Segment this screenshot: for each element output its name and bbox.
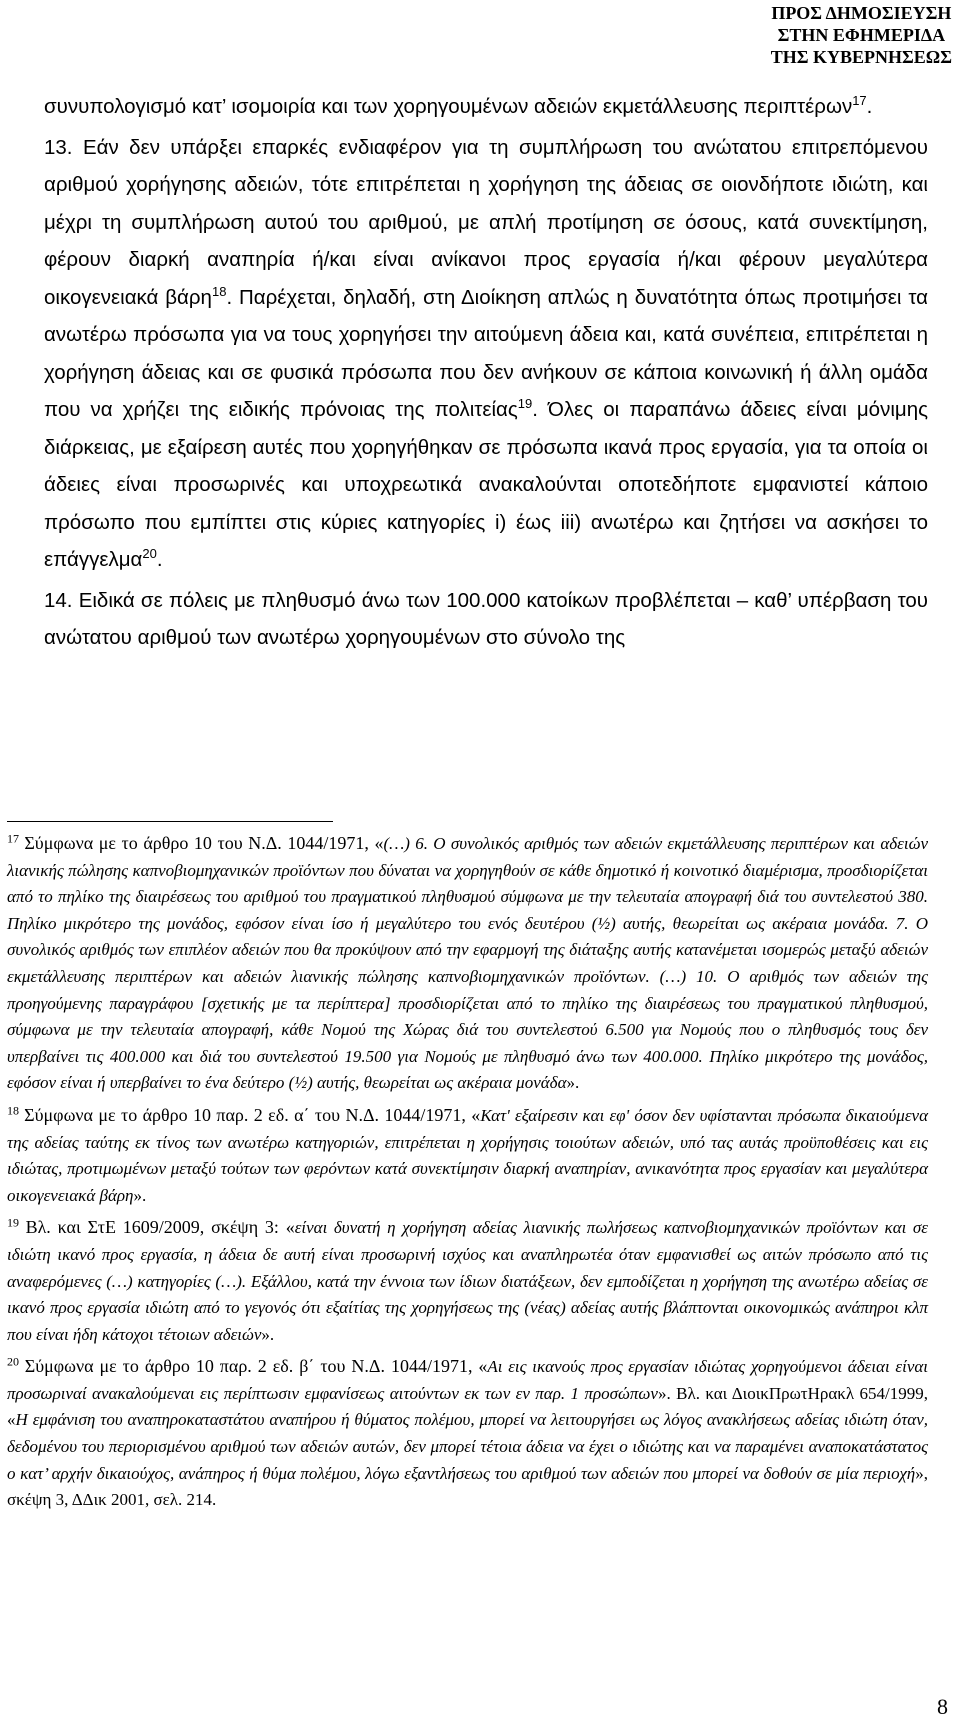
paragraph-14: 14. Ειδικά σε πόλεις με πληθυσμό άνω των 100.000 κατοίκων προβλέπεται – καθ’ υπέρβαση του ανώτατου αριθμού των ανωτέρω χορηγουμένων στο σύνολο της <box>44 588 928 649</box>
footnote-20: $^{20}$ Σύμφωνα με το άρθρο 10 παρ. 2 εδ. β΄ του Ν.Δ. 1044/1971, «Αι εις ικανούς προς εργασίαν ιδιώτας χορηγούμενοι άδειαι είναι προσωριναί ανακαλούμεναι εις περίπτωσιν εμφανίσεως αιτούντων εκ των εν παρ. 1 προσώπων». Βλ. και ΔιοικΠρωτΗρακλ 654/1999, «Η εμφάνιση του αναπηροκαταστάτου αναπήρου ή θύματος πολέμου, μπορεί να λειτουργήσει ως λόγος ανακλήσεως αδείας ιδιώτη όταν, δεδομένου του περιορισμένου αριθμού των αδειών αυτών, δεν μπορεί τέτοια άδεια να έχει ο ιδιώτης και να παραμένει αναποκατάστατος ο κατ’ αρχήν δικαιούχος, ανάπηρος ή θύμα πολέμου, λόγω εξαντλήσεως του αριθμού των αδειών που μπορεί να δοθούν σε μία περιοχή», σκέψη 3, ΔΔικ 2001, σελ. 214. <box>7 1354 929 1510</box>
footnote-18: $^{18}$ Σύμφωνα με το άρθρο 10 παρ. 2 εδ. α΄ του Ν.Δ. 1044/1971, «Κατ' εξαίρεσιν και εφ' όσον δεν υφίστανται πρόσωπα δικαιούμενα της αδείας ταύτης εκ τίνος των ανωτέρω κατηγοριών, επιτρέπεται η χορήγησις τοιούτων αδειών, υπό τας αυτάς προϋποθέσεις και εις ιδιώτας, προτιμωμένων μεταξύ τούτων των φερόντων κατά συνεκτίμησιν διαρκή αναπηρίαν, ανικανότητα προς εργασίαν και μεγαλύτερα οικογενειακά βάρη». <box>7 1103 928 1205</box>
page-number: 8 <box>937 1694 948 1719</box>
stamp-line-2: ΣΤΗΝ ΕΦΗΜΕΡΙΔΑ <box>777 25 946 45</box>
footnote-number: 20 <box>7 1354 19 1369</box>
publication-stamp <box>771 2 952 68</box>
footnote-19: $^{19}$ Βλ. και ΣτΕ 1609/2009, σκέψη 3: «είναι δυνατή η χορήγηση αδείας λιανικής πωλήσεως καπνοβιομηχανικών προϊόντων και σε ιδιώτη ικανό προς εργασία, η άδεια δε αυτή είναι προσωρινή ισχύος και αναπληρωτέα όταν εμφανισθεί ως αιτών πρόσωπο από τις αναφερόμενες (…) κατηγορίες (…). Εξάλλου, κατά την έννοια των ίδιων διατάξεων, δεν εμποδίζεται η χορήγηση της ανωτέρω αδείας σε ικανό προς εργασία ιδιώτη από το γεγονός ότι εξαίτίας της χορηγήσεως της (νέας) αδείας αυτής βλάπτονται οικονομικώς ανάπηροι κλπ που είναι ήδη κάτοχοι τέτοιων αδειών». <box>7 1215 928 1344</box>
footnote-number: 19 <box>7 1215 19 1230</box>
footnote-ref-20[interactable]: 20 <box>142 546 157 562</box>
stamp-line-1: ΠΡΟΣ ΔΗΜΟΣΙΕΥΣΗ <box>771 3 952 23</box>
footnote-separator <box>7 821 333 822</box>
paragraph-13: 13. Εάν δεν υπάρξει επαρκές ενδιαφέρον για τη συμπλήρωση του ανώτατου επιτρεπόμενου αριθμού χορήγησης αδειών, τότε επιτρέπεται η χορήγηση της άδειας σε οιονδήποτε ιδιώτη, και μέχρι τη συμπλήρωση αυτού του αριθμού, με απλή προτίμηση σε όσους, κατά συνεκτίμηση, φέρουν διαρκή αναπηρία ή/και είναι ανίκανοι προς εργασία ή/και φέρουν μεγαλύτερα οικογενειακά βάρη$^{18}$. Παρέχεται, δηλαδή, στη Διοίκηση απλώς η δυνατότητα όπως προτιμήσει τα ανωτέρω πρόσωπα για να τους χορηγήσει την αιτούμενη άδεια και, κατά συνέπεια, επιτρέπεται η χορήγηση άδειας και σε φυσικά πρόσωπα που δεν ανήκουν σε κάποια κοινωνική ή άλλη ομάδα που να χρήζει της ειδικής πρόνοιας της πολιτείας$^{19}$. Όλες οι παραπάνω άδειες είναι μόνιμης διάρκειας, με εξαίρεση αυτές που χορηγήθηκαν σε πρόσωπα ικανά προς εργασία, για τα οποία οι άδειες είναι προσωρινές και υποχρεωτικά ανακαλούνται οποτεδήποτε εμφανιστεί κάποιο πρόσωπο που εμπίπτει στις κύριες κατηγορίες i) έως iii) ανωτέρω και ζητήσει να ασκήσει το επάγγελμα$^{20}$. <box>44 135 929 571</box>
footnote-number: 18 <box>7 1103 19 1118</box>
main-text <box>44 88 928 657</box>
footnote-number: 17 <box>7 831 19 846</box>
footnote-ref-19[interactable]: 19 <box>517 396 533 412</box>
stamp-line-3: ΤΗΣ ΚΥΒΕΡΝΗΣΕΩΣ <box>770 47 952 67</box>
footnotes <box>7 830 928 1514</box>
footnote-ref-17[interactable]: 17 <box>852 93 867 109</box>
paragraph-continuation: συνυπολογισμό κατ’ ισομοιρία και των χορηγουμένων αδειών εκμετάλλευσης περιπτέρων$^{17}$. <box>44 93 873 118</box>
footnote-ref-18[interactable]: 18 <box>211 283 227 299</box>
footnote-17: $^{17}$ Σύμφωνα με το άρθρο 10 του Ν.Δ. 1044/1971, «(…) 6. Ο συνολικός αριθμός των αδειών εκμετάλλευσης περιπτέρων και αδειών λιανικής πώλησης καπνοβιομηχανικών προϊόντων που δύναται να χορηγηθούν σε κάθε δημοτικό ή κοινοτικό διαμέρισμα, προσδιορίζεται από το πηλίκο της διαιρέσεως του αριθμού του πραγματικού πληθυσμού σύμφωνα με την τελευταία απογραφή διά του συντελεστού 380. Πηλίκο μικρότερο της μονάδος, εφόσον είναι ίσο ή μεγαλύτερο του ενός δευτέρου (½) αυτής, θεωρείται ως ακέραια μονάδα. 7. Ο συνολικός αριθμός των επιπλέον αδειών που θα προκύψουν από την εφαρμογή της διάταξης αυτής κατανέμεται ισομερώς μεταξύ αδειών εκμετάλλευσης περιπτέρων και αδειών λιανικής πώλησης καπνοβιομηχανικών προϊόντων. (…) 10. Ο αριθμός των αδειών της προηγούμενης παραγράφου [σχετικής με τα περίπτερα] προσδιορίζεται από το πηλίκο της διαιρέσεως του πραγματικού πληθυσμού, σύμφωνα με την τελευταία απογραφή, κάθε Νομού της Χώρας διά του συντελεστού 6.500 για Νομούς που ο πληθυσμός τους δεν υπερβαίνει τις 400.000 και διά του συντελεστού 19.500 για Νομούς με πληθυσμό άνω των 400.000. Πηλίκο μικρότερο της μονάδος, εφόσον είναι ή υπερβαίνει το ένα δεύτερο (½) αυτής, θεωρείται ως ακέραια μονάδα». <box>7 831 929 1093</box>
